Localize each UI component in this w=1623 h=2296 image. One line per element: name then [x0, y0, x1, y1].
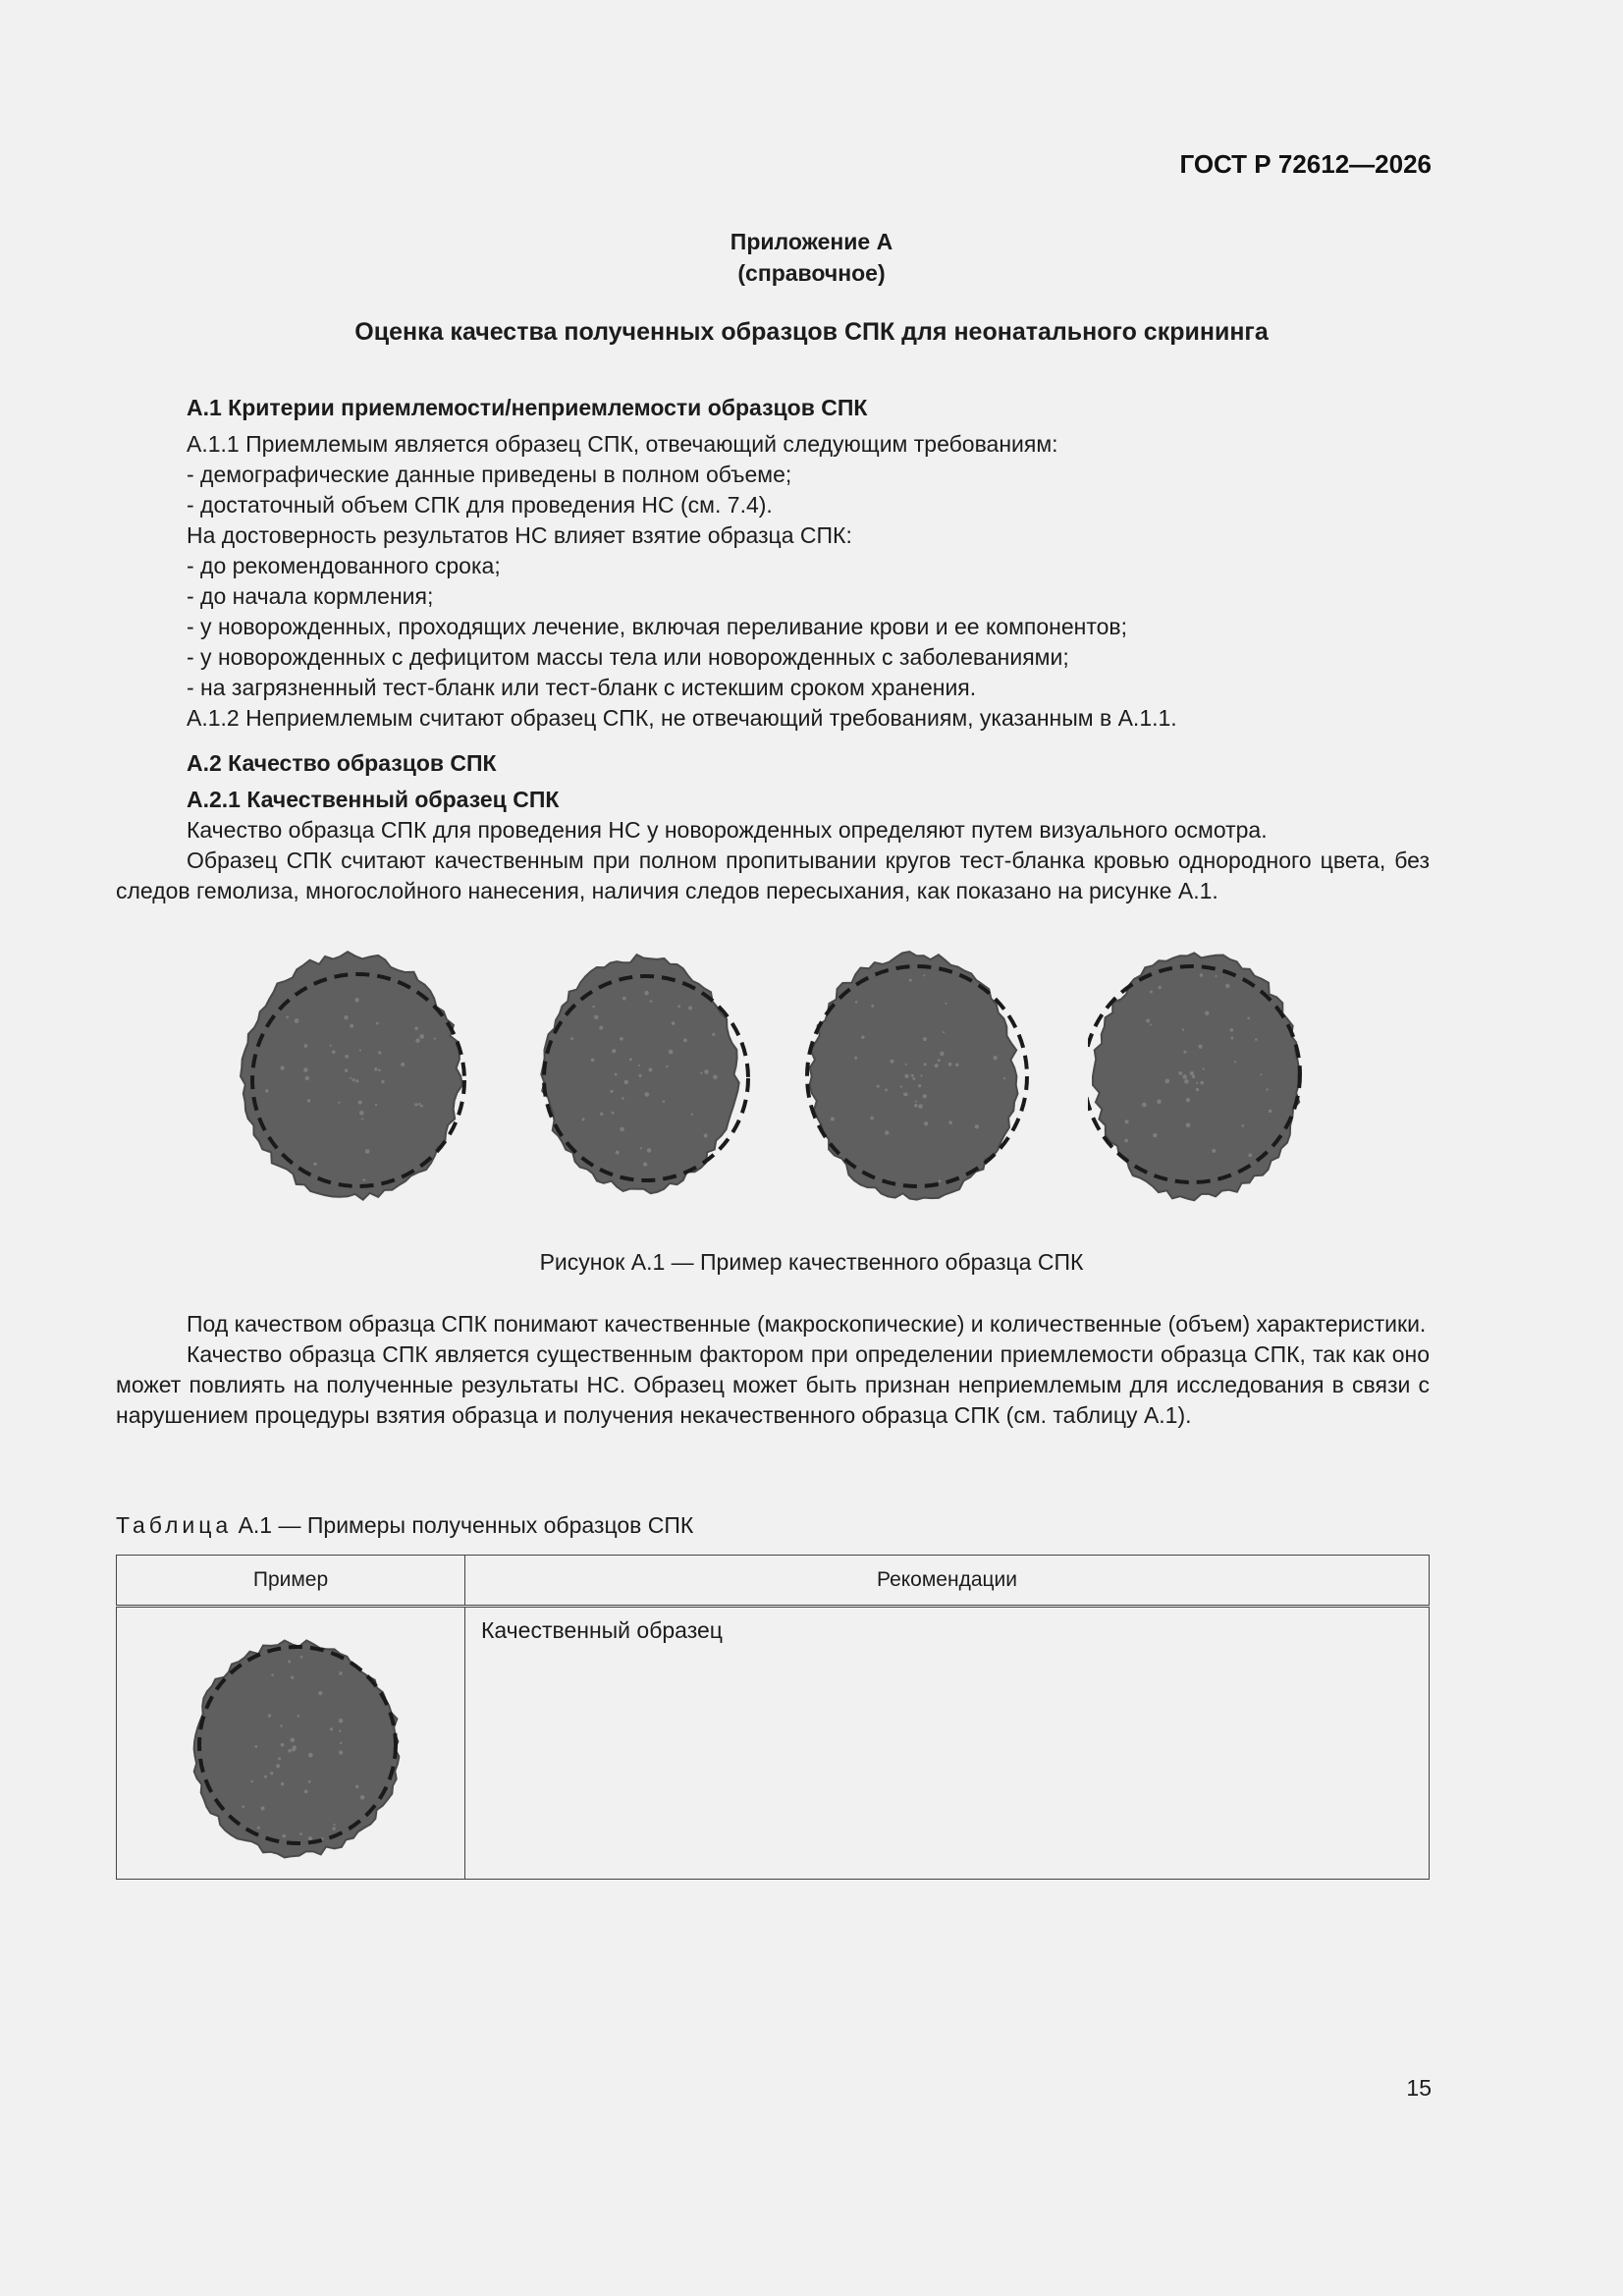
speckle [1003, 1077, 1005, 1079]
speckle [260, 1806, 264, 1810]
speckle [704, 1133, 708, 1137]
speckle [304, 1044, 308, 1048]
example-cell [117, 1607, 465, 1880]
speckle [340, 1742, 342, 1744]
speckle [599, 1025, 603, 1029]
speckle [610, 1090, 613, 1093]
speckle [1241, 1124, 1244, 1127]
speckle [361, 1118, 363, 1120]
speckle [375, 1104, 377, 1106]
figure-blood-spots [236, 933, 1325, 1218]
speckle [904, 1092, 908, 1096]
recommendation-cell: Качественный образец [465, 1607, 1430, 1880]
speckle [1186, 1122, 1191, 1127]
section-a1 [116, 393, 1430, 734]
speckle [955, 1064, 959, 1067]
speckle [1196, 1088, 1199, 1091]
standard-number: ГОСТ Р 72612—2026 [1179, 149, 1432, 179]
a1-line: - у новорожденных с дефицитом массы тела или новорожденных с заболеваниями; [187, 644, 1069, 670]
speckle [354, 998, 359, 1003]
speckle [271, 1673, 274, 1676]
figure-caption: Рисунок А.1 — Пример качественного образца СПК [539, 1249, 1084, 1275]
speckle [1200, 973, 1204, 977]
speckle [288, 1749, 292, 1753]
speckle [374, 1067, 377, 1070]
speckle [1184, 1079, 1189, 1084]
speckle [362, 1178, 365, 1181]
speckle [975, 1124, 979, 1128]
section-a2-1-heading: А.2.1 Качественный образец СПК [187, 787, 560, 812]
speckle [704, 1069, 709, 1074]
blood-spot-sample [1088, 933, 1324, 1218]
speckle [938, 1059, 941, 1062]
speckle [298, 1715, 300, 1718]
speckle [940, 1052, 944, 1056]
speckle [1178, 1071, 1182, 1075]
speckle [1234, 1061, 1236, 1063]
table-header-row [117, 1556, 1430, 1607]
speckle [870, 1117, 874, 1121]
speckle [909, 979, 912, 982]
speckle [291, 1676, 294, 1679]
speckle [330, 1045, 332, 1047]
table-row [117, 1607, 1430, 1880]
column-header-recommendations: Рекомендации [465, 1556, 1430, 1607]
speckle [594, 1014, 599, 1019]
speckle [365, 1149, 370, 1154]
speckle [592, 1006, 595, 1009]
speckle [303, 1067, 308, 1072]
speckle [358, 1100, 362, 1104]
speckle [644, 1092, 649, 1097]
section-a1-heading: А.1 Критерии приемлемости/неприемлемости образцов СПК [187, 395, 868, 420]
blood-spot-fill [241, 952, 462, 1199]
speckle [345, 1068, 348, 1071]
speckle [663, 1100, 666, 1103]
speckle [1183, 1051, 1186, 1054]
speckle [1124, 1139, 1128, 1143]
speckle [278, 1757, 281, 1760]
section-a2 [116, 748, 1430, 906]
speckle [257, 1827, 260, 1830]
speckle [355, 1785, 358, 1788]
speckle [1159, 986, 1162, 989]
speckle [924, 1063, 927, 1066]
speckle [993, 1056, 997, 1060]
a1-line: - на загрязненный тест-бланк или тест-бланк с истекшим сроком хранения. [187, 675, 977, 700]
speckle [622, 997, 626, 1001]
speckle [643, 1162, 647, 1166]
section-a2-heading: А.2 Качество образцов СПК [187, 750, 497, 776]
a2-paragraph-2: Образец СПК считают качественным при полном пропитывании кругов тест-бланка кровью однородного цвета, без следов гемолиза, многослойного нанесения, наличия следов пересыхания, как показано на рисунке А.1. [116, 847, 1430, 903]
speckle [1215, 975, 1217, 977]
speckle [1157, 1100, 1162, 1105]
speckle [900, 1085, 902, 1087]
speckle [359, 1049, 361, 1051]
speckle [414, 1026, 418, 1030]
speckle [333, 1824, 335, 1826]
speckle [600, 1113, 603, 1116]
speckle [415, 1038, 419, 1042]
speckle [939, 1179, 942, 1182]
speckle [419, 1034, 424, 1039]
speckle [288, 1660, 291, 1663]
blood-spot-sample [236, 933, 471, 1218]
speckle [305, 1076, 309, 1080]
speckle [570, 1037, 573, 1040]
speckle [914, 1104, 917, 1107]
speckle [591, 1058, 595, 1062]
speckle [620, 1127, 624, 1132]
speckle [677, 1005, 680, 1008]
speckle [1150, 1023, 1152, 1025]
speckle [877, 1085, 880, 1088]
speckle [401, 1063, 405, 1066]
speckle [915, 1101, 917, 1103]
speckle [1142, 1103, 1147, 1108]
speckle [912, 1077, 915, 1080]
a1-line: - до начала кормления; [187, 583, 434, 609]
speckle [1212, 1149, 1216, 1153]
speckle [344, 1015, 348, 1019]
speckle [638, 1074, 641, 1077]
speckle [700, 1071, 702, 1073]
speckle [644, 991, 648, 995]
speckle [268, 1714, 271, 1717]
speckle [943, 1031, 945, 1033]
speckle [905, 1064, 907, 1066]
speckle [264, 1776, 267, 1778]
a1-line: - до рекомендованного срока; [187, 553, 501, 578]
speckle [1266, 1088, 1268, 1090]
speckle [254, 1745, 257, 1748]
speckle [281, 1782, 285, 1786]
speckle [280, 1066, 284, 1069]
column-header-example: Пример [117, 1556, 465, 1607]
speckle [616, 1151, 620, 1155]
speckle [713, 1074, 718, 1079]
a1-line: - демографические данные приведены в полном объеме; [187, 462, 792, 487]
speckle [623, 1080, 628, 1085]
speckle [885, 1130, 889, 1134]
speckle [669, 1050, 674, 1055]
speckle [282, 1834, 286, 1838]
a1-line: - достаточный объем СПК для проведения НС (см. 7.4). [187, 492, 773, 518]
annex-subtitle: (справочное) [737, 260, 886, 286]
speckle [920, 1074, 922, 1076]
table-label: Таблица [116, 1512, 233, 1538]
speckle [308, 1780, 311, 1783]
speckle [923, 1037, 927, 1041]
speckle [1230, 1037, 1233, 1040]
speckle [265, 1089, 268, 1092]
speckle [945, 1003, 947, 1005]
speckle [330, 1727, 333, 1730]
speckle [918, 1104, 923, 1109]
speckle [292, 1745, 297, 1750]
table-title: А.1 — Примеры полученных образцов СПК [232, 1512, 694, 1538]
speckle [885, 1088, 888, 1091]
speckle [339, 1729, 341, 1731]
speckle [948, 1063, 952, 1066]
speckle [360, 1795, 365, 1800]
speckle [1261, 1073, 1263, 1075]
examples-table [116, 1555, 1430, 1880]
table-blood-spot-sample [182, 1629, 417, 1865]
speckle [270, 1772, 273, 1775]
speckle [918, 1084, 921, 1087]
after-figure-paragraph-2: Качество образца СПК является существенным фактором при определении приемлемости образца СПК, так как оно может повлиять на полученные результаты НС. Образец может быть признан неприемлемым для исследования в связи с нарушением процедуры взятия образца и получения некачественного образца СПК (см. таблицу А.1). [116, 1341, 1430, 1428]
after-figure-text [116, 1309, 1430, 1431]
blood-spot-fill [194, 1640, 400, 1857]
speckle [276, 1764, 280, 1768]
speckle [620, 1037, 623, 1041]
speckle [308, 1753, 313, 1758]
section-a1-body [116, 429, 1430, 734]
speckle [281, 1743, 285, 1747]
speckle [414, 1103, 417, 1106]
speckle [1125, 1120, 1129, 1123]
speckle [1225, 984, 1229, 988]
speckle [831, 1117, 835, 1121]
speckle [352, 1078, 355, 1081]
speckle [690, 1114, 692, 1116]
speckle [688, 1006, 692, 1010]
speckle [359, 1111, 364, 1116]
speckle [934, 1064, 938, 1067]
speckle [911, 1074, 914, 1077]
speckle [291, 1738, 296, 1743]
speckle [1164, 1079, 1169, 1084]
speckle [923, 1094, 927, 1098]
speckle [286, 1015, 289, 1018]
speckle [871, 1005, 874, 1008]
speckle [1196, 1082, 1198, 1084]
speckle [581, 1118, 584, 1121]
a2-paragraph-1: Качество образца СПК для проведения НС у новорожденных определяют путем визуального осмотра. [187, 817, 1268, 843]
speckle [650, 1000, 653, 1003]
speckle [904, 1074, 908, 1078]
speckle [1205, 1011, 1209, 1014]
speckle [1198, 1044, 1202, 1048]
speckle [649, 1067, 653, 1071]
speckle [1248, 1153, 1252, 1157]
speckle [339, 1671, 343, 1675]
a1-line: На достоверность результатов НС влияет взятие образца СПК: [187, 522, 852, 548]
speckle [1153, 1133, 1157, 1137]
speckle [345, 1055, 349, 1059]
speckle [355, 1079, 358, 1082]
speckle [647, 1148, 651, 1152]
speckle [683, 1038, 687, 1042]
speckle [612, 1049, 616, 1053]
speckle [1247, 1017, 1250, 1020]
speckle [924, 1121, 928, 1125]
speckle [622, 1097, 624, 1100]
a1-line: - у новорожденных, проходящих лечение, включая переливание крови и ее компонентов; [187, 614, 1128, 639]
a1-line: А.1.2 Неприемлемым считают образец СПК, не отвечающий требованиям, указанным в А.1.1. [187, 705, 1177, 731]
speckle [854, 1057, 857, 1060]
speckle [350, 1077, 352, 1079]
speckle [381, 1080, 384, 1083]
speckle [299, 1832, 302, 1835]
speckle [855, 1001, 858, 1004]
speckle [339, 1750, 343, 1754]
speckle [638, 1065, 640, 1066]
speckle [615, 1073, 618, 1076]
speckle [1200, 1081, 1204, 1085]
speckle [418, 1103, 421, 1106]
speckle [629, 1058, 632, 1061]
speckle [295, 1018, 299, 1023]
speckle [250, 1780, 253, 1783]
speckle [640, 1147, 642, 1149]
speckle [1150, 990, 1153, 993]
after-figure-paragraph-1: Под качеством образца СПК понимают качественные (макроскопические) и количественные (объем) характеристики. [187, 1311, 1427, 1337]
speckle [304, 1789, 308, 1793]
speckle [712, 1033, 715, 1036]
speckle [1182, 1028, 1184, 1030]
blood-spot-sample [530, 933, 766, 1218]
speckle [318, 1691, 322, 1695]
speckle [948, 1121, 952, 1124]
speckle [1230, 1028, 1234, 1032]
page-number: 15 [1406, 2075, 1432, 2101]
speckle [378, 1068, 381, 1071]
speckle [1182, 1074, 1186, 1078]
annex-title: Приложение А [730, 229, 893, 254]
speckle [1269, 1110, 1272, 1114]
speckle [376, 1022, 379, 1025]
annex-heading [0, 226, 1623, 289]
speckle [1186, 1098, 1190, 1102]
speckle [280, 1724, 283, 1727]
speckle [1146, 1018, 1150, 1022]
speckle [890, 1060, 893, 1064]
speckle [332, 1827, 335, 1830]
speckle [332, 1050, 336, 1054]
speckle [1203, 1068, 1205, 1070]
speckle [434, 1038, 436, 1040]
speckle [308, 1836, 312, 1840]
speckle [1255, 1038, 1258, 1041]
main-title: Оценка качества полученных образцов СПК для неонатального скрининга [354, 318, 1269, 346]
a1-line: А.1.1 Приемлемым является образец СПК, отвечающий следующим требованиям: [187, 431, 1058, 457]
speckle [420, 1105, 423, 1108]
speckle [242, 1805, 244, 1808]
speckle [923, 974, 925, 976]
speckle [666, 1066, 668, 1067]
speckle [350, 1024, 353, 1028]
speckle [378, 1051, 381, 1054]
speckle [612, 1112, 615, 1115]
speckle [861, 1036, 864, 1039]
speckle [338, 1102, 340, 1104]
speckle [307, 1099, 311, 1103]
speckle [1190, 1071, 1194, 1075]
speckle [313, 1162, 317, 1166]
blood-spot-sample [797, 933, 1033, 1218]
speckle [672, 1021, 676, 1025]
table-caption [116, 1512, 693, 1539]
speckle [339, 1719, 344, 1723]
speckle [300, 1656, 303, 1659]
